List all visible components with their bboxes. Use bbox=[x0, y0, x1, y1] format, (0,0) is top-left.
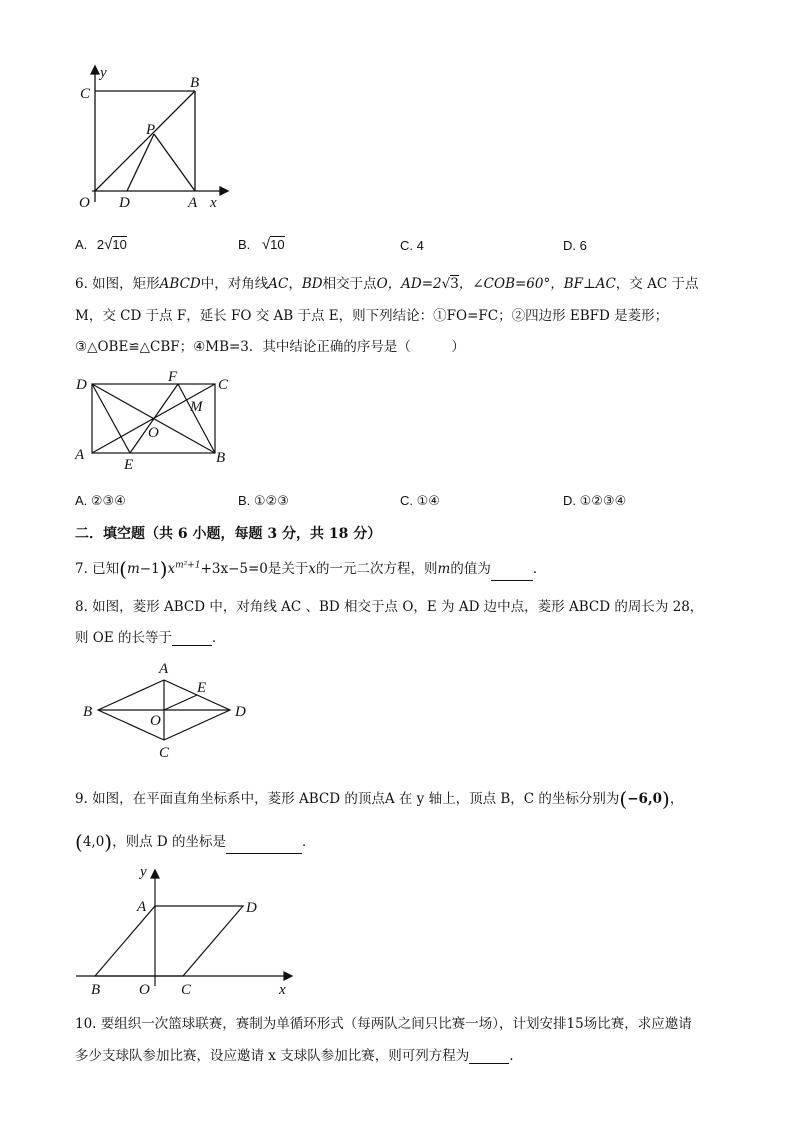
label-D: D bbox=[119, 195, 130, 211]
q6-option-c[interactable]: C. ①④ bbox=[400, 493, 440, 508]
q6-ad: ，AD=2 bbox=[387, 276, 442, 292]
q5-option-a-radicand: 10 bbox=[112, 237, 127, 252]
figure-q8 bbox=[80, 658, 260, 763]
figure-q6 bbox=[70, 368, 240, 476]
y-axis-arrow bbox=[91, 66, 99, 74]
q5-option-c[interactable]: C. 4 bbox=[400, 238, 424, 253]
label-A: A bbox=[188, 195, 198, 211]
segment-FE bbox=[130, 384, 178, 453]
q9-line1-text: 9. 如图，在平面直角坐标系中，菱形 ABCD 的顶点A 在 y 轴上，顶点 B，C 的坐标分别为 bbox=[75, 791, 620, 807]
q6-line-3: ③△OBE≌△CBF；④MB=3．其中结论正确的序号是（ ） bbox=[75, 339, 465, 355]
q7-num: 7. 已知 bbox=[75, 561, 120, 577]
label-F: F bbox=[168, 369, 178, 385]
label-E: E bbox=[124, 457, 134, 473]
q9-answer-blank[interactable] bbox=[226, 839, 302, 854]
q7-line: 7. 已知$(m-1)x^{m^2+1}+3x-5=0$是关于x的一元二次方程，则m的值为 ． bbox=[75, 557, 547, 581]
figure-q5 bbox=[70, 62, 240, 222]
label-C: C bbox=[218, 377, 229, 393]
q5-option-a-label: A. bbox=[75, 237, 88, 252]
q9-line2-text: ，则点 D 的坐标是 bbox=[112, 834, 227, 850]
label-D: D bbox=[235, 704, 246, 720]
q7-x: x bbox=[167, 561, 176, 577]
segment-PA bbox=[154, 134, 195, 191]
label-C: C bbox=[80, 86, 91, 102]
q7-minus1: −1 bbox=[139, 561, 160, 577]
q6-text: 中，对角线 bbox=[200, 276, 269, 292]
q8-period: ． bbox=[212, 630, 226, 646]
label-M: M bbox=[190, 399, 203, 415]
q10-period: . bbox=[509, 1048, 514, 1064]
section-title: 二．填空题（共 6 小题，每题 3 分，共 18 分） bbox=[75, 526, 382, 542]
label-E: E bbox=[197, 680, 207, 696]
q7-x2: x bbox=[308, 561, 317, 577]
q7-m2: m bbox=[437, 561, 451, 577]
x-axis-arrow bbox=[284, 972, 292, 980]
label-A: A bbox=[75, 447, 85, 463]
q9-comma: ， bbox=[669, 791, 684, 807]
q6-text: ，交 AC 于点 bbox=[615, 276, 699, 292]
label-D: D bbox=[246, 900, 257, 916]
label-O: O bbox=[79, 195, 90, 211]
q10-line-2 bbox=[75, 1044, 514, 1064]
q9-line-1: 9. 如图，在平面直角坐标系中，菱形 ABCD 的顶点A 在 y 轴上，顶点 B，C 的坐标分别为(−6,0)， bbox=[75, 787, 684, 811]
q7-mid: 是关于 bbox=[267, 561, 309, 577]
label-x-axis: x bbox=[279, 982, 286, 998]
label-B: B bbox=[83, 704, 93, 720]
q6-line-2: M，交 CD 于点 F，延长 FO 交 AB 于点 E，则下列结论：①FO=FC；②四边形 EBFD 是菱形； bbox=[75, 308, 669, 324]
rhombus-ABCD bbox=[95, 906, 243, 976]
q5-option-a[interactable]: A. 2√10 bbox=[75, 236, 127, 253]
q7-m: m bbox=[126, 561, 140, 577]
q5-option-b[interactable]: B. √10 bbox=[238, 236, 285, 253]
q8-line-2 bbox=[75, 626, 226, 646]
q7-exp: m²+1 bbox=[175, 560, 201, 571]
label-y-axis: y bbox=[140, 864, 147, 880]
q5-option-d[interactable]: D. 6 bbox=[563, 238, 587, 253]
q6-abcd: ABCD bbox=[159, 276, 201, 292]
q6-line-1: 6. 如图，矩形ABCD中，对角线AC，BD相交于点O，AD=2√3，∠COB=60°，BF⊥AC，交 AC 于点 bbox=[75, 276, 699, 292]
q6-text: ， bbox=[288, 276, 302, 292]
label-y-axis: y bbox=[100, 65, 107, 81]
q6-o: O bbox=[376, 276, 388, 292]
label-O: O bbox=[148, 425, 159, 441]
label-O: O bbox=[150, 713, 161, 729]
q8-answer-blank[interactable] bbox=[172, 631, 212, 646]
q5-option-b-radicand: 10 bbox=[270, 237, 285, 252]
label-x-axis: x bbox=[210, 195, 217, 211]
q9-coord-1: −6,0 bbox=[627, 791, 663, 807]
q6-option-b[interactable]: B. ①②③ bbox=[238, 493, 289, 508]
q7-rest: +3x−5=0 bbox=[200, 561, 268, 577]
q9-coord-2: 4,0 bbox=[82, 834, 105, 850]
q7-answer-blank[interactable] bbox=[491, 566, 533, 581]
segment-OB bbox=[95, 91, 195, 191]
q6-text: 6. 如图，矩形 bbox=[75, 276, 160, 292]
q10-line-1: 10. 要组织一次篮球联赛，赛制为单循环形式（每两队之间只比赛一场），计划安排15场比赛，求应邀请 bbox=[75, 1016, 692, 1032]
label-A: A bbox=[159, 661, 169, 677]
q10-line2-text: 多少支球队参加比赛，设应邀请 x 支球队参加比赛，则可列方程为 bbox=[75, 1048, 470, 1064]
q8-line-1: 8. 如图，菱形 ABCD 中，对角线 AC 、BD 相交于点 O，E 为 AD 边中点，菱形 ABCD 的周长为 28， bbox=[75, 599, 704, 615]
q6-angle: ，∠COB=60° bbox=[458, 276, 551, 292]
x-axis-arrow bbox=[220, 187, 228, 195]
q7-end: 的一元二次方程，则 bbox=[316, 561, 438, 577]
q6-rad: 3 bbox=[450, 276, 459, 292]
label-A: A bbox=[137, 899, 147, 915]
label-D: D bbox=[76, 377, 87, 393]
q10-answer-blank[interactable] bbox=[469, 1049, 509, 1064]
label-P: P bbox=[146, 122, 156, 138]
label-O: O bbox=[139, 982, 150, 998]
q7-tail: 的值为 bbox=[450, 561, 491, 577]
q6-bf: ，BF⊥AC bbox=[550, 276, 616, 292]
label-B: B bbox=[216, 450, 226, 466]
q5-option-b-label: B. bbox=[238, 237, 251, 252]
segment-OE bbox=[164, 695, 197, 710]
q6-option-a[interactable]: A. ②③④ bbox=[75, 493, 126, 508]
figure-q9 bbox=[70, 860, 300, 1000]
y-axis-arrow bbox=[151, 870, 159, 878]
q7-period: ． bbox=[532, 561, 547, 577]
segment-DP bbox=[127, 134, 154, 191]
q6-ac: AC bbox=[268, 276, 289, 292]
q6-option-d[interactable]: D. ①②③④ bbox=[563, 493, 627, 508]
q9-period: ． bbox=[302, 834, 316, 850]
q8-line2-text: 则 OE 的长等于 bbox=[75, 630, 173, 646]
q5-option-a-coef: 2 bbox=[96, 237, 105, 252]
label-B: B bbox=[190, 75, 200, 91]
label-C: C bbox=[181, 982, 192, 998]
label-C: C bbox=[159, 745, 170, 761]
q6-text: 相交于点 bbox=[322, 276, 377, 292]
q9-line-2: (4,0)，则点 D 的坐标是 ． bbox=[75, 830, 316, 854]
q6-bd: BD bbox=[301, 276, 323, 292]
label-B: B bbox=[91, 982, 101, 998]
